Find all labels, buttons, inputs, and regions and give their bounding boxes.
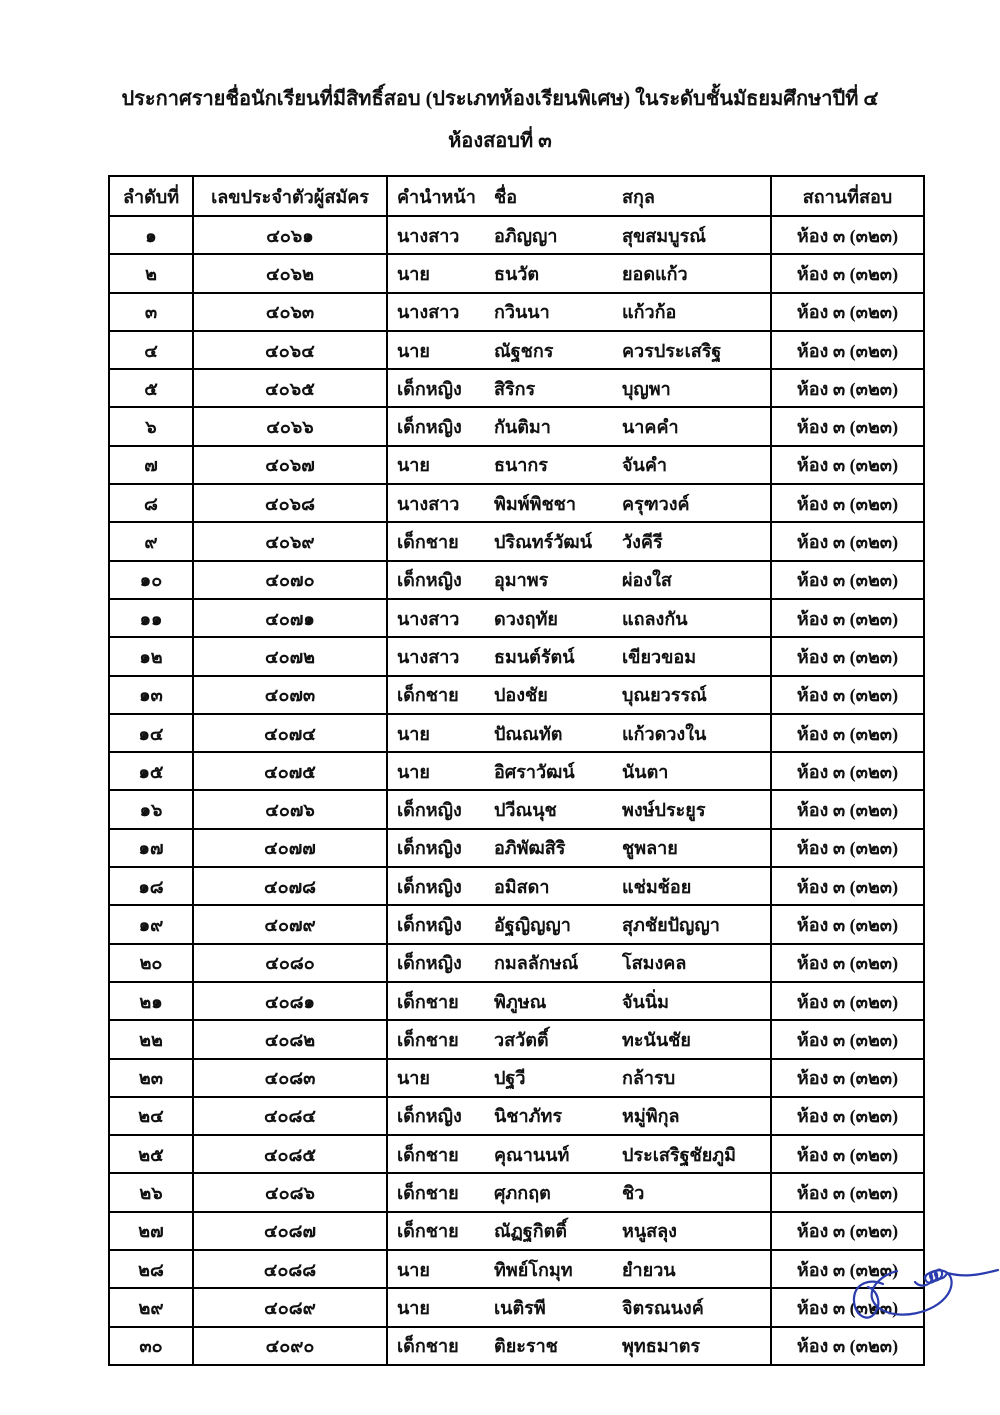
document-title-line2: ห้องสอบที่ ๓: [448, 130, 552, 152]
cell-first-name: ดวงฤทัย: [494, 608, 558, 629]
cell-applicant-id: ๔๐๗๕: [193, 752, 387, 790]
cell-order: ๑๔: [109, 714, 193, 752]
cell-first-name: กันติมา: [494, 417, 551, 438]
cell-last-name: กล้ารบ: [622, 1068, 676, 1089]
student-row: [109, 1250, 924, 1288]
cell-prefix: เด็กหญิง: [397, 953, 462, 974]
cell-name-group: [387, 1327, 771, 1365]
cell-first-name: เนติรพี: [494, 1297, 546, 1318]
cell-last-name: วังคีรี: [622, 532, 663, 553]
cell-prefix: เด็กชาย: [397, 532, 459, 553]
cell-venue: ห้อง ๓ (๓๒๓): [771, 1059, 924, 1097]
cell-order: ๒: [109, 254, 193, 292]
student-row: [109, 293, 924, 331]
cell-order: ๒๖: [109, 1173, 193, 1211]
cell-venue: ห้อง ๓ (๓๒๓): [771, 637, 924, 675]
cell-first-name: อภิพัฒสิริ: [494, 838, 566, 859]
cell-first-name: กมลลักษณ์: [494, 953, 579, 974]
cell-prefix: นางสาว: [397, 646, 460, 667]
cell-name-group: [387, 752, 771, 790]
cell-venue: ห้อง ๓ (๓๒๓): [771, 944, 924, 982]
cell-prefix: เด็กชาย: [397, 1144, 459, 1165]
cell-name-group: [387, 1059, 771, 1097]
cell-name-group: [387, 293, 771, 331]
cell-applicant-id: ๔๐๘๔: [193, 1097, 387, 1135]
cell-prefix: เด็กหญิง: [397, 1106, 462, 1127]
cell-order: ๑: [109, 216, 193, 254]
cell-name-group: [387, 484, 771, 522]
cell-first-name: ธมนต์รัตน์: [494, 646, 575, 667]
cell-name-group: [387, 522, 771, 560]
cell-name-group: [387, 1250, 771, 1288]
cell-applicant-id: ๔๐๗๙: [193, 905, 387, 943]
cell-name-group: [387, 1135, 771, 1173]
cell-last-name: ผ่องใส: [622, 570, 672, 591]
cell-name-group: [387, 1212, 771, 1250]
cell-order: ๑๙: [109, 905, 193, 943]
cell-venue: ห้อง ๓ (๓๒๓): [771, 1288, 924, 1326]
cell-prefix: เด็กชาย: [397, 685, 459, 706]
cell-first-name: อภิญญา: [494, 225, 558, 246]
cell-first-name: ติยะราช: [494, 1336, 558, 1357]
cell-first-name: ธนากร: [494, 455, 548, 476]
student-row: [109, 1097, 924, 1135]
cell-name-group: [387, 982, 771, 1020]
cell-venue: ห้อง ๓ (๓๒๓): [771, 561, 924, 599]
cell-first-name: ศุภกฤต: [494, 1183, 551, 1204]
cell-prefix: เด็กหญิง: [397, 570, 462, 591]
cell-applicant-id: ๔๐๖๒: [193, 254, 387, 292]
cell-venue: ห้อง ๓ (๓๒๓): [771, 254, 924, 292]
cell-applicant-id: ๔๐๘๕: [193, 1135, 387, 1173]
cell-first-name: พิภูษณ: [494, 991, 547, 1012]
cell-prefix: นางสาว: [397, 493, 460, 514]
cell-order: ๑๘: [109, 867, 193, 905]
cell-venue: ห้อง ๓ (๓๒๓): [771, 1020, 924, 1058]
cell-order: ๑๐: [109, 561, 193, 599]
student-row: [109, 944, 924, 982]
cell-venue: ห้อง ๓ (๓๒๓): [771, 676, 924, 714]
cell-applicant-id: ๔๐๗๘: [193, 867, 387, 905]
cell-name-group: [387, 1173, 771, 1211]
student-row: [109, 829, 924, 867]
cell-order: ๔: [109, 331, 193, 369]
cell-applicant-id: ๔๐๖๖: [193, 407, 387, 445]
cell-name-group: [387, 714, 771, 752]
cell-applicant-id: ๔๐๘๘: [193, 1250, 387, 1288]
cell-name-group: [387, 829, 771, 867]
cell-order: ๒๐: [109, 944, 193, 982]
cell-applicant-id: ๔๐๖๑: [193, 216, 387, 254]
cell-applicant-id: ๔๐๗๗: [193, 829, 387, 867]
student-row: [109, 484, 924, 522]
student-row: [109, 676, 924, 714]
cell-name-group: [387, 446, 771, 484]
cell-order: ๒๗: [109, 1212, 193, 1250]
student-row: [109, 407, 924, 445]
cell-order: ๓๐: [109, 1327, 193, 1365]
cell-first-name: ปองชัย: [494, 685, 548, 706]
cell-applicant-id: ๔๐๘๖: [193, 1173, 387, 1211]
cell-first-name: วสวัตติ์: [494, 1029, 549, 1050]
cell-venue: ห้อง ๓ (๓๒๓): [771, 293, 924, 331]
cell-last-name: ยอดแก้ว: [622, 263, 688, 284]
student-row: [109, 905, 924, 943]
student-row: [109, 331, 924, 369]
cell-last-name: ยำยวน: [622, 1259, 676, 1280]
cell-name-group: [387, 599, 771, 637]
cell-name-group: [387, 561, 771, 599]
cell-first-name: อุมาพร: [494, 570, 549, 591]
cell-last-name: แก้วก้อ: [622, 302, 677, 323]
cell-last-name: พงษ์ประยูร: [622, 800, 706, 821]
cell-order: ๑๗: [109, 829, 193, 867]
cell-applicant-id: ๔๐๗๔: [193, 714, 387, 752]
cell-last-name: จิตรณนงค์: [622, 1297, 704, 1318]
cell-prefix: เด็กชาย: [397, 991, 459, 1012]
cell-name-group: [387, 944, 771, 982]
header-prefix: คำนำหน้า: [397, 186, 476, 207]
cell-prefix: นาย: [397, 455, 430, 476]
cell-order: ๒๒: [109, 1020, 193, 1058]
header-venue: สถานที่สอบ: [771, 176, 924, 216]
cell-order: ๑๒: [109, 637, 193, 675]
cell-order: ๓: [109, 293, 193, 331]
cell-name-group: [387, 676, 771, 714]
cell-last-name: นาคคำ: [622, 417, 679, 438]
cell-prefix: เด็กหญิง: [397, 876, 462, 897]
cell-order: ๕: [109, 369, 193, 407]
cell-applicant-id: ๔๐๖๘: [193, 484, 387, 522]
cell-order: ๗: [109, 446, 193, 484]
cell-prefix: นางสาว: [397, 225, 460, 246]
cell-last-name: แถลงกัน: [622, 608, 688, 629]
student-row: [109, 714, 924, 752]
cell-first-name: สิริกร: [494, 378, 536, 399]
cell-prefix: นาย: [397, 263, 430, 284]
cell-venue: ห้อง ๓ (๓๒๓): [771, 905, 924, 943]
cell-prefix: นาย: [397, 340, 430, 361]
cell-order: ๒๔: [109, 1097, 193, 1135]
student-row: [109, 1288, 924, 1326]
cell-venue: ห้อง ๓ (๓๒๓): [771, 1135, 924, 1173]
cell-last-name: นันตา: [622, 761, 669, 782]
cell-prefix: นาย: [397, 1068, 430, 1089]
cell-prefix: นาย: [397, 761, 430, 782]
cell-prefix: เด็กหญิง: [397, 378, 462, 399]
cell-venue: ห้อง ๓ (๓๒๓): [771, 484, 924, 522]
students-tbody: [109, 216, 924, 1365]
cell-order: ๒๕: [109, 1135, 193, 1173]
cell-applicant-id: ๔๐๗๑: [193, 599, 387, 637]
cell-last-name: ครุฑวงค์: [622, 493, 690, 514]
cell-order: ๒๘: [109, 1250, 193, 1288]
cell-venue: ห้อง ๓ (๓๒๓): [771, 599, 924, 637]
cell-name-group: [387, 637, 771, 675]
cell-name-group: [387, 1288, 771, 1326]
student-row: [109, 446, 924, 484]
cell-order: ๖: [109, 407, 193, 445]
cell-first-name: นิชาภัทร: [494, 1106, 563, 1127]
cell-order: ๑๓: [109, 676, 193, 714]
cell-prefix: เด็กหญิง: [397, 800, 462, 821]
student-row: [109, 1173, 924, 1211]
cell-venue: ห้อง ๓ (๓๒๓): [771, 1250, 924, 1288]
cell-applicant-id: ๔๐๙๐: [193, 1327, 387, 1365]
cell-first-name: ทิพย์โกมุท: [494, 1259, 573, 1280]
cell-first-name: ณัฐชกร: [494, 340, 554, 361]
cell-name-group: [387, 1097, 771, 1135]
cell-applicant-id: ๔๐๖๕: [193, 369, 387, 407]
cell-order: ๒๓: [109, 1059, 193, 1097]
cell-first-name: กวินนา: [494, 302, 550, 323]
cell-venue: ห้อง ๓ (๓๒๓): [771, 714, 924, 752]
cell-prefix: นาย: [397, 1297, 430, 1318]
cell-name-group: [387, 1020, 771, 1058]
cell-name-group: [387, 867, 771, 905]
cell-applicant-id: ๔๐๘๙: [193, 1288, 387, 1326]
cell-first-name: ปัณณทัต: [494, 723, 563, 744]
cell-name-group: [387, 790, 771, 828]
cell-venue: ห้อง ๓ (๓๒๓): [771, 216, 924, 254]
cell-last-name: พุทธมาตร: [622, 1336, 701, 1357]
header-row: [109, 176, 924, 216]
cell-venue: ห้อง ๓ (๓๒๓): [771, 752, 924, 790]
header-applicant-id: เลขประจำตัวผู้สมัคร: [193, 176, 387, 216]
student-row: [109, 1135, 924, 1173]
cell-first-name: ธนวัต: [494, 263, 540, 284]
header-name-group: [387, 176, 771, 216]
student-row: [109, 1020, 924, 1058]
cell-first-name: ณัฏฐกิตติ์: [494, 1221, 567, 1242]
cell-last-name: แก้วดวงใน: [622, 723, 707, 744]
cell-order: ๒๑: [109, 982, 193, 1020]
cell-applicant-id: ๔๐๘๐: [193, 944, 387, 982]
cell-last-name: ประเสริฐชัยภูมิ: [622, 1144, 736, 1165]
cell-order: ๙: [109, 522, 193, 560]
cell-applicant-id: ๔๐๗๐: [193, 561, 387, 599]
cell-applicant-id: ๔๐๖๙: [193, 522, 387, 560]
student-row: [109, 369, 924, 407]
cell-applicant-id: ๔๐๗๖: [193, 790, 387, 828]
header-first-name: ชื่อ: [494, 186, 518, 207]
cell-last-name: ทะนันชัย: [622, 1029, 691, 1050]
cell-venue: ห้อง ๓ (๓๒๓): [771, 790, 924, 828]
cell-name-group: [387, 407, 771, 445]
cell-name-group: [387, 331, 771, 369]
student-row: [109, 599, 924, 637]
cell-prefix: เด็กชาย: [397, 1029, 459, 1050]
cell-order: ๑๕: [109, 752, 193, 790]
cell-applicant-id: ๔๐๘๑: [193, 982, 387, 1020]
student-row: [109, 1059, 924, 1097]
cell-name-group: [387, 216, 771, 254]
student-row: [109, 867, 924, 905]
cell-venue: ห้อง ๓ (๓๒๓): [771, 446, 924, 484]
cell-venue: ห้อง ๓ (๓๒๓): [771, 369, 924, 407]
cell-venue: ห้อง ๓ (๓๒๓): [771, 331, 924, 369]
student-row: [109, 790, 924, 828]
cell-last-name: ควรประเสริฐ: [622, 340, 722, 361]
student-row: [109, 1212, 924, 1250]
cell-order: ๑๑: [109, 599, 193, 637]
cell-last-name: บุญพา: [622, 378, 671, 399]
cell-venue: ห้อง ๓ (๓๒๓): [771, 407, 924, 445]
cell-prefix: เด็กหญิง: [397, 914, 462, 935]
cell-prefix: นางสาว: [397, 608, 460, 629]
cell-prefix: เด็กหญิง: [397, 417, 462, 438]
student-row: [109, 522, 924, 560]
cell-last-name: แช่มช้อย: [622, 876, 692, 897]
cell-venue: ห้อง ๓ (๓๒๓): [771, 1097, 924, 1135]
cell-venue: ห้อง ๓ (๓๒๓): [771, 867, 924, 905]
cell-venue: ห้อง ๓ (๓๒๓): [771, 1327, 924, 1365]
cell-last-name: เขียวขอม: [622, 646, 697, 667]
cell-first-name: ปฐวี: [494, 1068, 526, 1089]
student-row: [109, 982, 924, 1020]
cell-order: ๒๙: [109, 1288, 193, 1326]
cell-venue: ห้อง ๓ (๓๒๓): [771, 522, 924, 560]
students-table: [108, 175, 925, 1366]
cell-prefix: นางสาว: [397, 302, 460, 323]
cell-applicant-id: ๔๐๖๗: [193, 446, 387, 484]
cell-venue: ห้อง ๓ (๓๒๓): [771, 829, 924, 867]
cell-last-name: บุณยวรรณ์: [622, 685, 707, 706]
cell-last-name: โสมงคล: [622, 953, 687, 974]
cell-prefix: นาย: [397, 1259, 430, 1280]
cell-first-name: อมิสดา: [494, 876, 550, 897]
student-row: [109, 561, 924, 599]
cell-last-name: จันนิ่ม: [622, 991, 670, 1012]
cell-last-name: ชูพลาย: [622, 838, 678, 859]
cell-applicant-id: ๔๐๖๓: [193, 293, 387, 331]
document-header: [0, 0, 1000, 162]
document-title-line1: ประกาศรายชื่อนักเรียนที่มีสิทธิ์สอบ (ประเภทห้องเรียนพิเศษ) ในระดับชั้นมัธยมศึกษาปีที่ ๔: [121, 88, 879, 110]
cell-first-name: ปริณทร์วัฒน์: [494, 532, 592, 553]
cell-applicant-id: ๔๐๖๔: [193, 331, 387, 369]
student-row: [109, 637, 924, 675]
cell-venue: ห้อง ๓ (๓๒๓): [771, 1173, 924, 1211]
cell-applicant-id: ๔๐๘๓: [193, 1059, 387, 1097]
cell-prefix: เด็กหญิง: [397, 838, 462, 859]
cell-order: ๑๖: [109, 790, 193, 828]
cell-name-group: [387, 905, 771, 943]
cell-prefix: เด็กชาย: [397, 1221, 459, 1242]
student-row: [109, 1327, 924, 1365]
cell-applicant-id: ๔๐๘๗: [193, 1212, 387, 1250]
cell-order: ๘: [109, 484, 193, 522]
student-row: [109, 752, 924, 790]
cell-applicant-id: ๔๐๗๓: [193, 676, 387, 714]
cell-prefix: เด็กชาย: [397, 1336, 459, 1357]
cell-last-name: สุขสมบูรณ์: [622, 225, 706, 246]
cell-applicant-id: ๔๐๗๒: [193, 637, 387, 675]
student-row: [109, 216, 924, 254]
header-order: ลำดับที่: [109, 176, 193, 216]
cell-prefix: เด็กชาย: [397, 1183, 459, 1204]
cell-first-name: อิศราวัฒน์: [494, 761, 575, 782]
cell-last-name: ชิว: [622, 1183, 645, 1204]
cell-first-name: ปวีณนุช: [494, 800, 557, 821]
cell-first-name: คุณานนท์: [494, 1144, 570, 1165]
cell-applicant-id: ๔๐๘๒: [193, 1020, 387, 1058]
cell-first-name: อัฐญิญญา: [494, 914, 571, 935]
cell-last-name: หมู่พิกุล: [622, 1106, 680, 1127]
cell-name-group: [387, 254, 771, 292]
student-row: [109, 254, 924, 292]
cell-venue: ห้อง ๓ (๓๒๓): [771, 1212, 924, 1250]
cell-last-name: สุภชัยปัญญา: [622, 914, 720, 935]
cell-name-group: [387, 369, 771, 407]
header-last-name: สกุล: [622, 186, 655, 207]
cell-venue: ห้อง ๓ (๓๒๓): [771, 982, 924, 1020]
cell-prefix: นาย: [397, 723, 430, 744]
cell-first-name: พิมพ์พิชชา: [494, 493, 577, 514]
cell-last-name: หนูสลุง: [622, 1221, 677, 1242]
cell-last-name: จันคำ: [622, 455, 667, 476]
